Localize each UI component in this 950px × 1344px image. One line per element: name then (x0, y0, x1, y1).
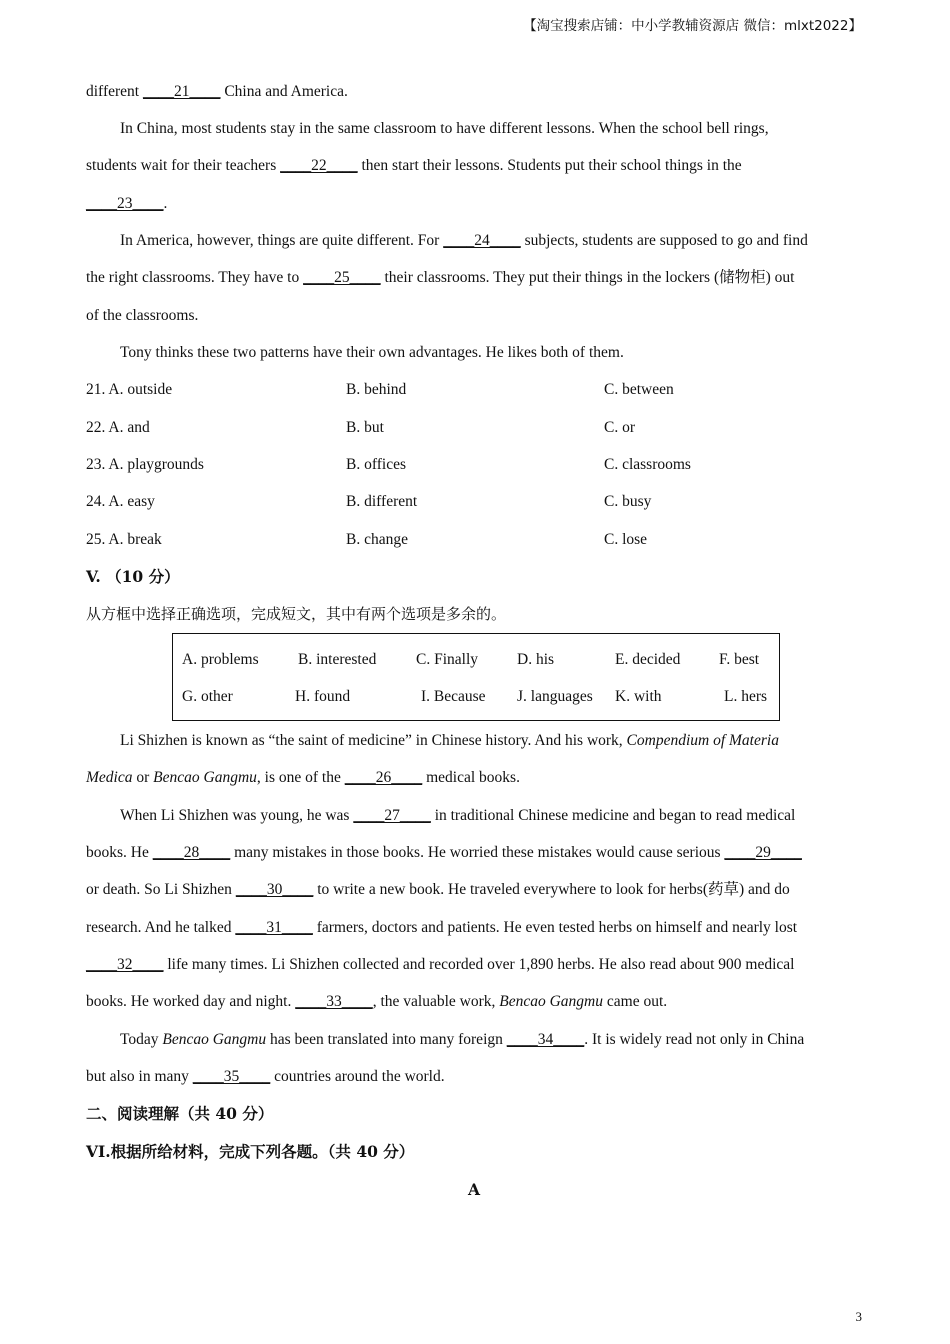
blank-22: ____22____ (280, 157, 358, 174)
passage-line: books. He worked day and night. ____33____, the valuable work, Bencao Gangmu came out. (86, 993, 668, 1010)
blank-28: ____28____ (152, 844, 231, 861)
passage-line: the right classrooms. They have to ____25____ their classrooms. They put their things in the lockers (储物柜) out (86, 269, 795, 286)
passage-line: Medica or Bencao Gangmu, is one of the ____26____ medical books. (86, 769, 520, 786)
word-option: H. found (295, 688, 351, 705)
blank-21: ____21____ (142, 83, 221, 100)
blank-34: ____34____ (506, 1031, 585, 1048)
page-header: 【淘宝搜索店铺：中小学教辅资源店 微信：mlxt2022】 (523, 18, 862, 34)
passage-line: Today Bencao Gangmu has been translated into many foreign ____34____. It is widely read not only in China (120, 1031, 805, 1048)
section-instruction: 从方框中选择正确选项，完成短文，其中有两个选项是多余的。 (86, 605, 507, 623)
word-option: L. hers (724, 688, 768, 705)
passage-line: research. And he talked ____31____ farmers, doctors and patients. He even tested herbs on himself and nearly lost (86, 919, 798, 936)
passage-line: students wait for their teachers ____22____ then start their lessons. Students put their school things in the (86, 157, 742, 174)
passage-line: or death. So Li Shizhen ____30____ to write a new book. He traveled everywhere to look for herbs(药草) and do (86, 881, 790, 898)
blank-27: ____27____ (353, 807, 431, 824)
word-option: A. problems (182, 651, 259, 668)
word-box (172, 633, 780, 721)
word-option: G. other (182, 688, 233, 705)
passage-line: of the classrooms. (86, 307, 199, 324)
blank-29: ____29____ (724, 844, 802, 861)
word-option: C. Finally (416, 651, 479, 668)
part-two-title: 二、阅读理解（共 40 分） (86, 1104, 274, 1123)
section-title-v: V. （10 分） (86, 567, 180, 586)
blank-24: ____24____ (443, 232, 521, 249)
blank-26: ____26____ (344, 769, 423, 786)
passage-line: different ____21____ China and America. (86, 83, 348, 100)
section-title-vi: VI.根据所给材料，完成下列各题。（共 40 分） (86, 1142, 415, 1161)
passage-line: In America, however, things are quite different. For ____24____ subjects, students are supposed to go and find (120, 232, 808, 249)
blank-32: ____32____ (86, 956, 164, 973)
blank-35: ____35____ (192, 1068, 271, 1085)
passage-line: Li Shizhen is known as “the saint of medicine” in Chinese history. And his work, Compendium of Materia (120, 732, 779, 749)
passage-line: When Li Shizhen was young, he was ____27____ in traditional Chinese medicine and began to read medical (120, 807, 796, 824)
blank-25: ____25____ (303, 269, 381, 286)
blank-23: ____23____ (86, 195, 164, 212)
blank-30: ____30____ (235, 881, 314, 898)
blank-31: ____31____ (235, 919, 313, 936)
passage-line: In China, most students stay in the same classroom to have different lessons. When the school bell rings, (120, 120, 769, 137)
passage-line: ____23____. (86, 195, 168, 212)
word-option: J. languages (517, 688, 593, 705)
word-option: F. best (719, 651, 760, 668)
passage-line: ____32____ life many times. Li Shizhen collected and recorded over 1,890 herbs. He also read about 900 medical (86, 956, 795, 973)
word-option: K. with (615, 688, 662, 705)
passage-line: Tony thinks these two patterns have their own advantages. He likes both of them. (120, 344, 624, 361)
passage-line: books. He ____28____ many mistakes in those books. He worried these mistakes would cause serious ____29____ (86, 844, 802, 861)
word-option: I. Because (421, 688, 486, 705)
word-option: E. decided (615, 651, 681, 668)
page-number: 3 (855, 1309, 862, 1324)
blank-33: ____33____ (295, 993, 373, 1010)
word-option: D. his (517, 651, 555, 668)
subsection-a-title: A (468, 1180, 481, 1199)
passage-line: but also in many ____35____ countries around the world. (86, 1068, 445, 1085)
word-option: B. interested (298, 651, 377, 668)
